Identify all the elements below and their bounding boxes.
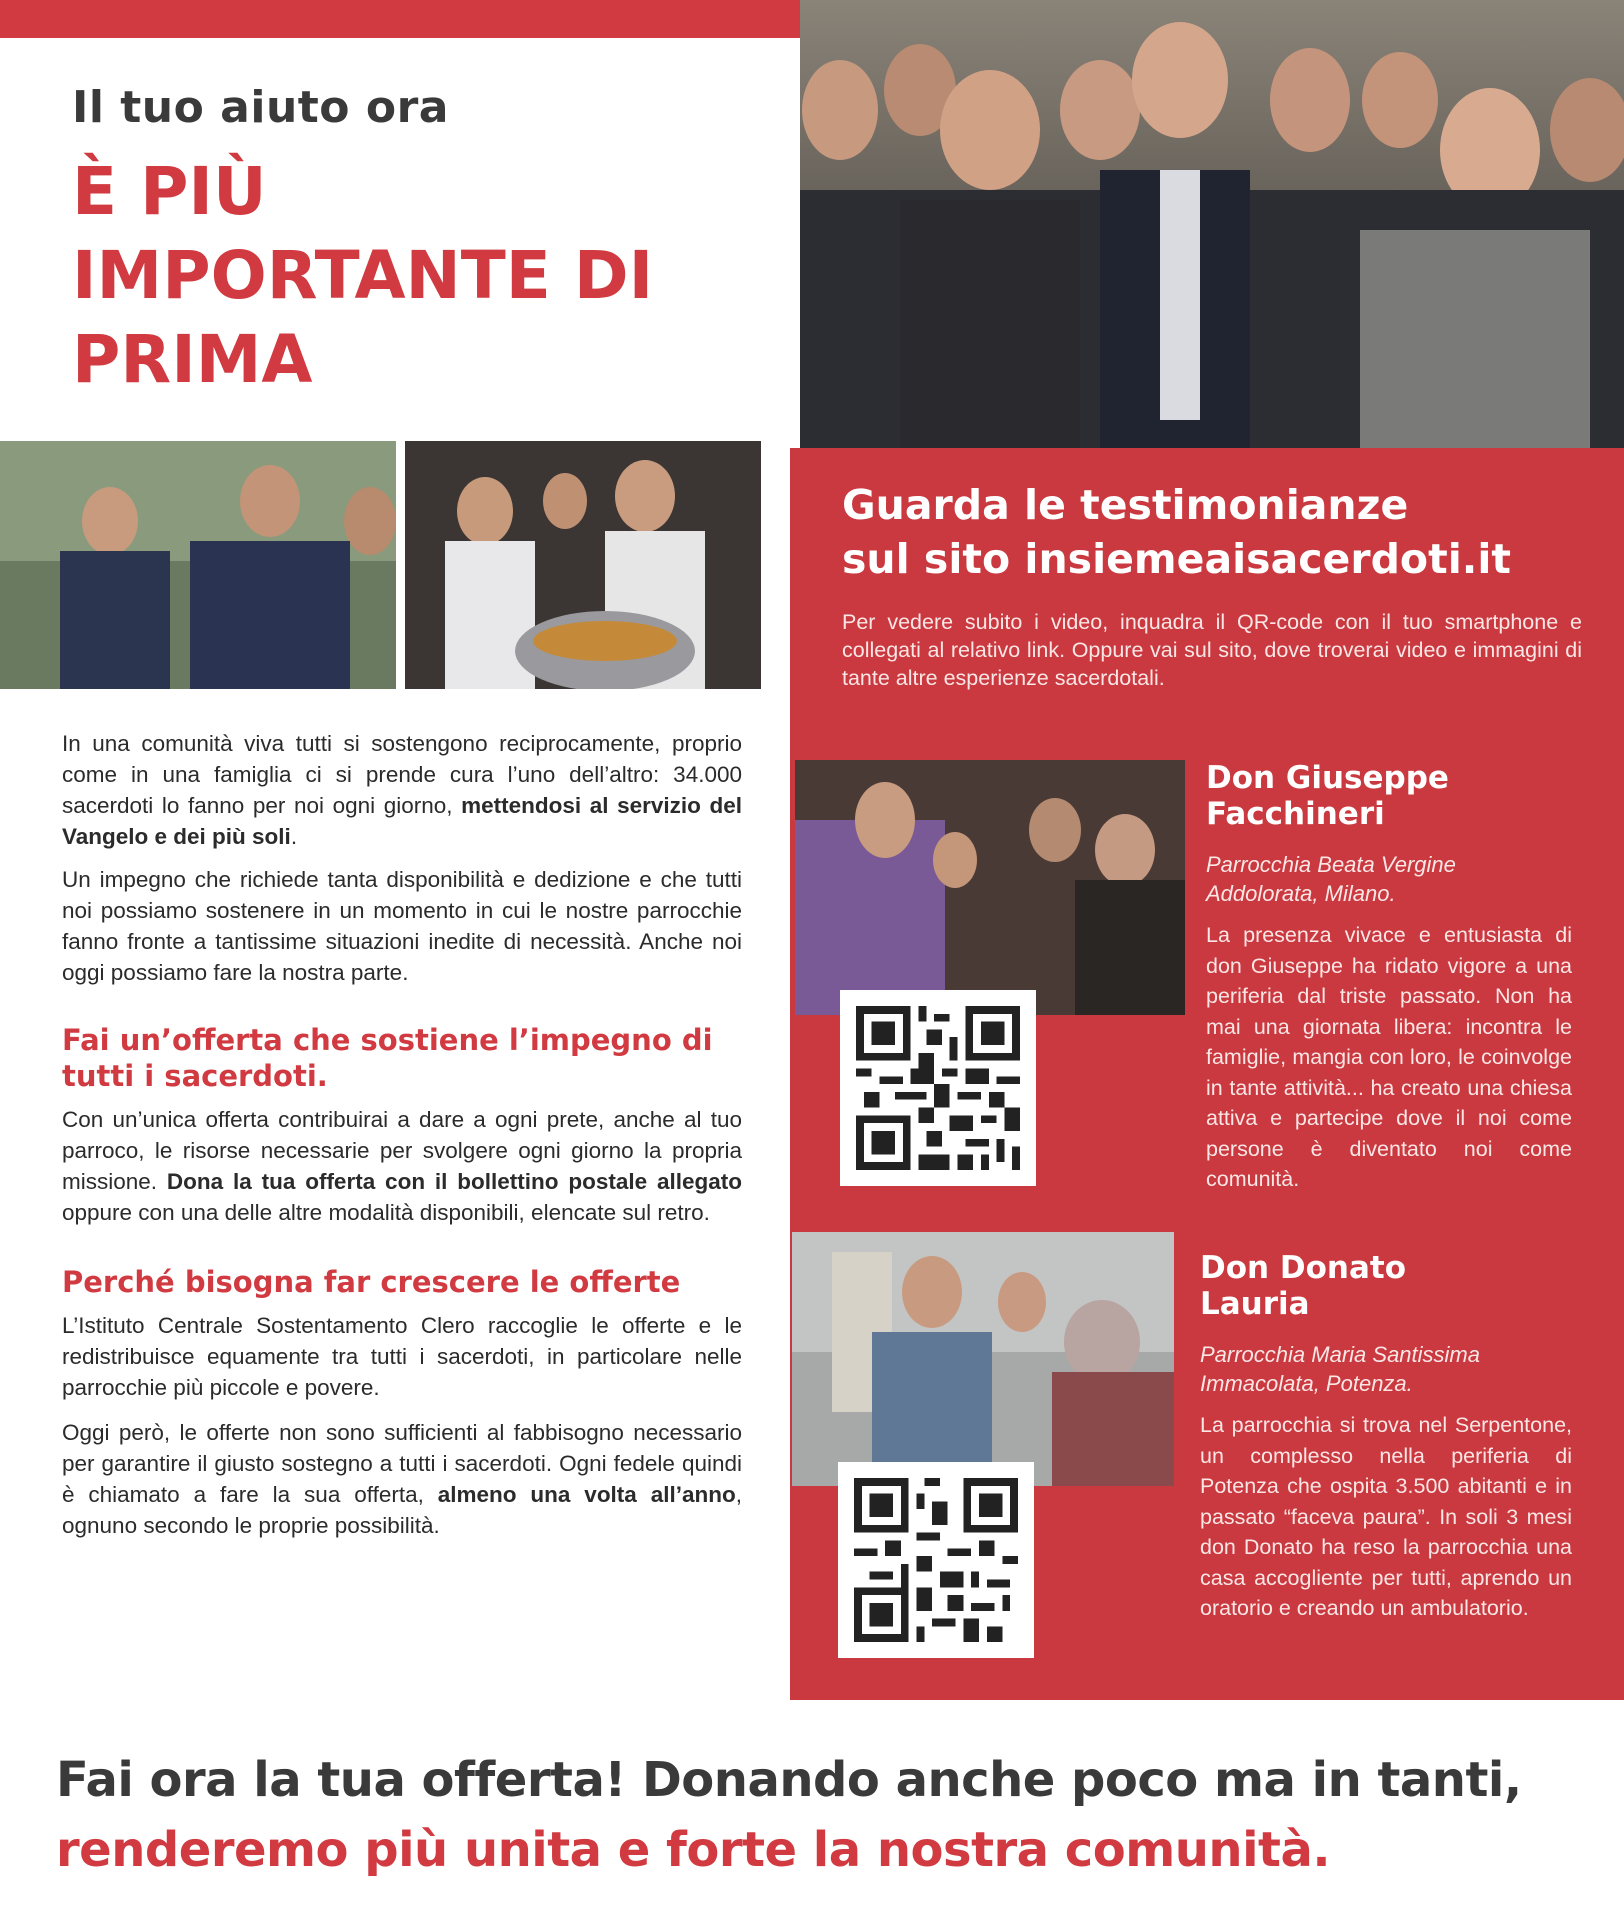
insufficient-end: , ognuno secondo le proprie possibilità.: [62, 1482, 742, 1538]
intro-paragraph: [62, 728, 742, 852]
headline-intro: Il tuo aiuto ora: [72, 82, 449, 133]
giuseppe-description: La presenza vivace e entusiasta di don Giuseppe ha ridato vigore a una periferia dal triste passato. Non ha mai una giornata libera: incontra le famiglie, mangia con loro, le coinvolge in tante attività... ha creato una chiesa attiva e partecipe dove il noi come persone è diventato noi come comunità.: [1206, 923, 1572, 1191]
giuseppe-name: [1206, 760, 1586, 832]
offer-bold: Dona la tua offerta con il bollettino postale allegato: [166, 1169, 742, 1194]
insufficient-text: Oggi però, le offerte non sono sufficienti al fabbisogno necessario per garantire il giusto sostegno a tutti i sacerdoti. Ogni fedele quindi è chiamato a fare la sua offerta,: [62, 1420, 742, 1507]
donato-photo: [792, 1232, 1174, 1486]
cta-line-2: renderemo più unita e forte la nostra comunità.: [56, 1822, 1331, 1878]
left-column: [62, 728, 742, 1541]
donato-qr-code[interactable]: [838, 1462, 1034, 1658]
testimonials-title-line2[interactable]: sul sito insiemeaisacerdoti.it: [842, 535, 1511, 583]
testimonials-intro: Per vedere subito i video, inquadra il QR-code con il tuo smartphone e collegati al relativo link. Oppure vai sul sito, dove troverai video e immagini di tante altre esperienze sacerdotali.: [842, 610, 1582, 690]
top-accent-bar: [0, 0, 800, 38]
why-subhead: Perché bisogna far crescere le offerte: [62, 1265, 681, 1299]
group-photo: [800, 0, 1624, 448]
donato-name-line1: Don Donato: [1200, 1250, 1407, 1286]
testimonials-title: [842, 478, 1602, 586]
cta-line-1: Fai ora la tua offerta! Donando anche poco ma in tanti,: [56, 1752, 1522, 1808]
offer-end: oppure con una delle altre modalità disponibili, elencate sul retro.: [62, 1200, 710, 1225]
giuseppe-name-line2: Facchineri: [1206, 796, 1385, 832]
offer-subhead: Fai un’offerta che sostiene l’impegno di tutti i sacerdoti.: [62, 1023, 713, 1093]
giuseppe-parish-line2: Addolorata, Milano.: [1206, 881, 1396, 906]
testimonials-title-line1: Guarda le testimonianze: [842, 481, 1409, 529]
giuseppe-parish-line1: Parrocchia Beata Vergine: [1206, 852, 1456, 877]
donato-name-line2: Lauria: [1200, 1286, 1310, 1322]
offer-paragraph: [62, 1104, 742, 1228]
donato-parish: [1200, 1340, 1580, 1398]
donato-parish-line2: Immacolata, Potenza.: [1200, 1371, 1413, 1396]
intro-end: .: [290, 824, 298, 849]
giuseppe-photo: [795, 760, 1185, 1015]
donato-parish-line1: Parrocchia Maria Santissima: [1200, 1342, 1480, 1367]
institute-paragraph: L’Istituto Centrale Sostentamento Clero raccoglie le offerte e le redistribuisce equamente tra tutti i sacerdoti, in particolare nelle parrocchie più piccole e povere.: [62, 1313, 742, 1400]
intro-bold: mettendosi al servizio del Vangelo e dei più soli: [62, 793, 742, 849]
donato-name: [1200, 1250, 1580, 1322]
youth-photo: [0, 441, 396, 689]
donato-description: La parrocchia si trova nel Serpentone, un complesso nella periferia di Potenza che ospita 3.500 abitanti e in passato “faceva paura”. In soli 3 mesi don Donato ha reso la parrocchia una casa accogliente per tutti, aprendo un oratorio e creando un ambulatorio.: [1200, 1413, 1572, 1620]
giuseppe-name-line1: Don Giuseppe: [1206, 760, 1449, 796]
giuseppe-parish: [1206, 850, 1586, 908]
intro-text: In una comunità viva tutti si sostengono reciprocamente, proprio come in una famiglia ci si prende cura l’uno dell’altro: 34.000 sacerdoti lo fanno per noi ogni giorno,: [62, 731, 742, 818]
kitchen-photo: [405, 441, 761, 689]
insufficient-bold: almeno una volta all’anno: [437, 1482, 736, 1507]
headline-main: È PIÙ IMPORTANTE DI PRIMA: [72, 153, 654, 398]
insufficient-paragraph: [62, 1417, 742, 1541]
giuseppe-qr-code[interactable]: [840, 990, 1036, 1186]
commitment-paragraph: Un impegno che richiede tanta disponibilità e dedizione e che tutti noi possiamo sostenere in un momento in cui le nostre parrocchie fanno fronte a tantissime situazioni inedite di necessità. Anche noi oggi possiamo fare la nostra parte.: [62, 867, 742, 985]
offer-text: Con un’unica offerta contribuirai a dare a ogni prete, anche al tuo parroco, le risorse necessarie per svolgere ogni giorno la propria missione.: [62, 1107, 742, 1194]
